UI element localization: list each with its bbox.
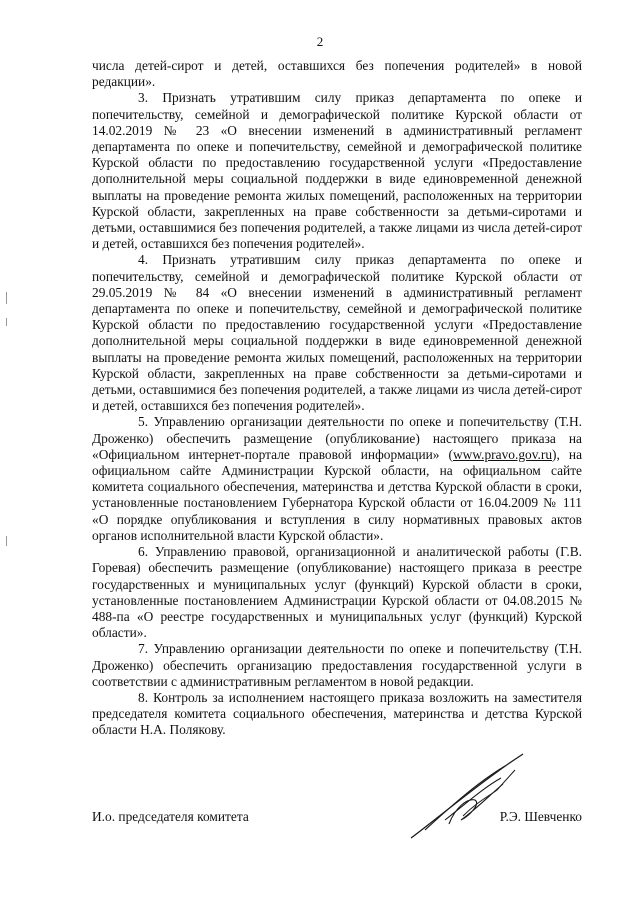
document-body (92, 58, 582, 739)
paragraph-item-5 (92, 414, 582, 544)
pravo-gov-link[interactable]: www.pravo.gov.ru (453, 446, 553, 462)
paragraph-item-3: 3. Признать утратившим силу приказ департамента по опеке и попечительству, семейной и демографической политике Курской области от 14.02.2019 № 23 «О внесении изменений в административный регламент департамента по опеке и попечительству, семейной и демографической политике Курской области по предоставлению государственной услуги «Предоставление дополнительной меры социальной поддержки в виде единовременной денежной выплаты на проведение ремонта жилых помещений, расположенных на территории Курской области, закрепленных на праве собственности за детьми-сиротами и детьми, оставшимися без попечения родителей, а также лицами из числа детей-сирот и детей, оставшихся без попечения родителей». (92, 90, 582, 252)
paragraph-item-6: 6. Управлению правовой, организационной и аналитической работы (Г.В. Горевая) обеспечить размещение (опубликование) настоящего приказа в реестре государственных и муниципальных услуг (функций) Курской области в сроки, установленные постановлением Администрации Курской области от 04.08.2015 № 488-па «О реестре государственных и муниципальных услуг (функций) Курской области». (92, 544, 582, 641)
signatory-position: И.о. председателя комитета (92, 809, 249, 824)
signatory-name: Р.Э. Шевченко (499, 809, 582, 824)
handwritten-signature (405, 750, 535, 845)
paragraph-item-5-text-after: ), на официальном сайте Администрации Курской области, на официальном сайте комитета социального обеспечения, материнства и детства Курской области в сроки, установленные постановлением Губернатора Курской области от 16.04.2009 № 111 «О порядке опубликования и вступления в силу нормативных правовых актов органов исполнительной власти Курской области». (92, 446, 583, 543)
paragraph-item-5-text-before: 5. Управлению организации деятельности по опеке и попечительству (Т.Н. Дроженко) обеспечить размещение (опубликование) настоящего приказа на «Официальном интернет-портале правовой информации» ( (92, 414, 582, 462)
scan-margin-mark (6, 292, 7, 304)
paragraph-continuation: числа детей-сирот и детей, оставшихся без попечения родителей» в новой редакции». (92, 58, 582, 90)
scan-margin-mark (6, 536, 7, 546)
page-number: 2 (316, 34, 324, 49)
paragraph-item-8: 8. Контроль за исполнением настоящего приказа возложить на заместителя председателя комитета социального обеспечения, материнства и детства Курской области Н.А. Полякову. (92, 689, 582, 738)
paragraph-item-4: 4. Признать утратившим силу приказ департамента по опеке и попечительству, семейной и демографической политике Курской области от 29.05.2019 № 84 «О внесении изменений в административный регламент департамента по опеке и попечительству, семейной и демографической политике Курской области по предоставлению государственной услуги «Предоставление дополнительной меры социальной поддержки в виде единовременной денежной выплаты на проведение ремонта жилых помещений, расположенных на территории Курской области, закрепленных на праве собственности за детьми-сиротами и детьми, оставшимися без попечения родителей, а также лицами из числа детей-сирот и детей, оставшихся без попечения родителей». (92, 252, 582, 414)
scan-margin-mark (6, 318, 7, 326)
paragraph-item-7: 7. Управлению организации деятельности по опеке и попечительству (Т.Н. Дроженко) обеспечить организацию предоставления государственной услуги в соответствии с административным регламентом в новой редакции. (92, 641, 582, 689)
signature-block (92, 809, 582, 829)
